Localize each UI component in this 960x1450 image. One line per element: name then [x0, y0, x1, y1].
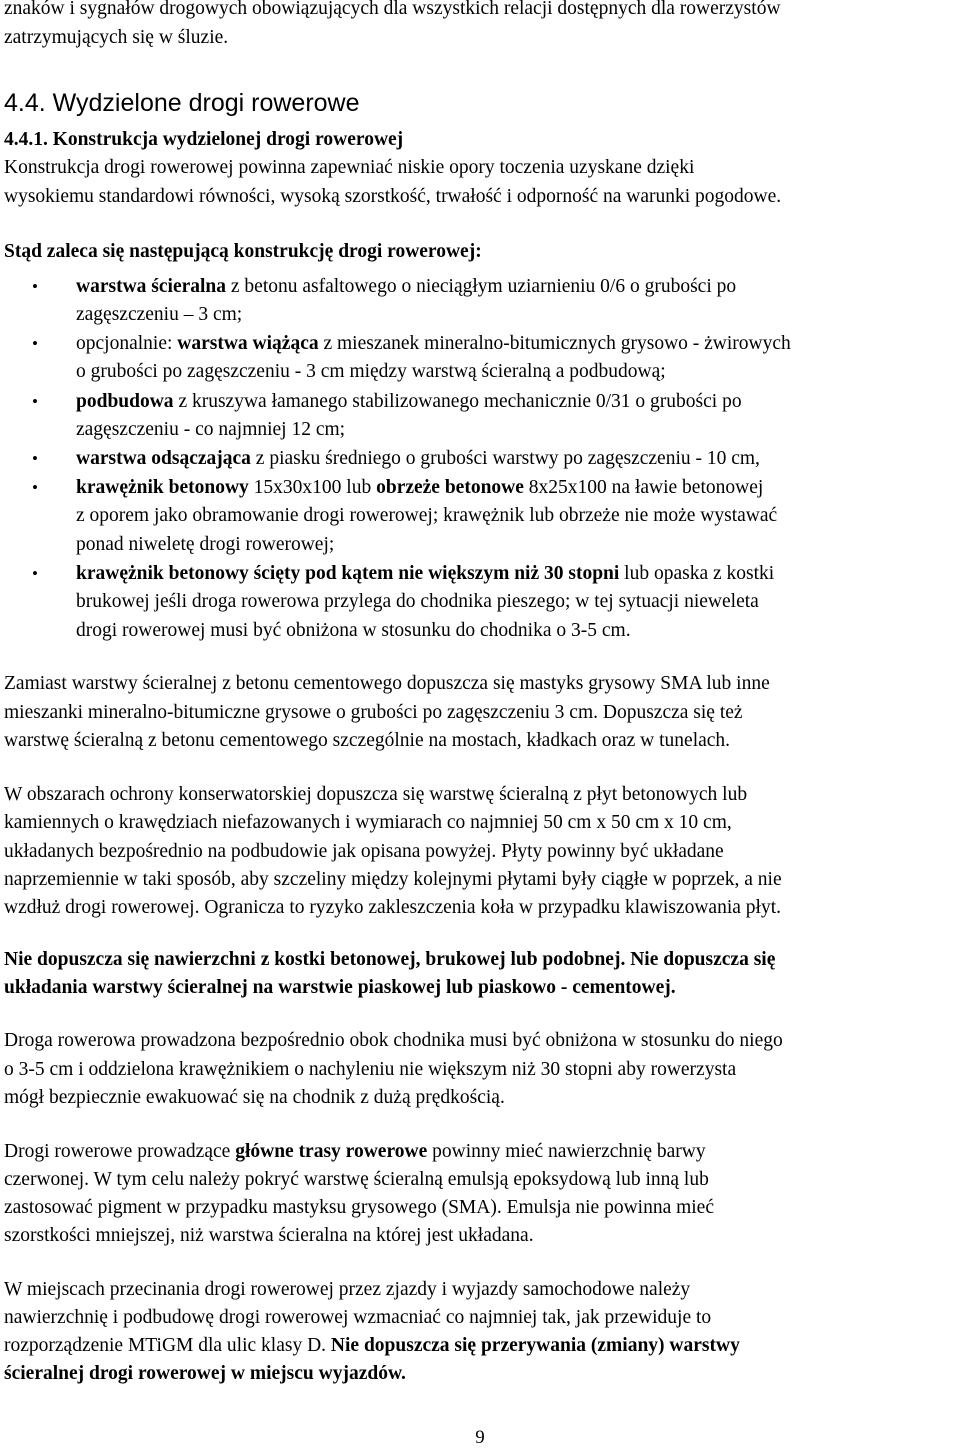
text-line: znaków i sygnałów drogowych obowiązujących dla wszystkich relacji dostępnych dla rowerzystów: [4, 0, 781, 19]
text-line: z oporem jako obramowanie drogi rowerowej; krawężnik lub obrzeże nie może wystawać: [76, 505, 778, 526]
text-line: wysokiemu standardowi równości, wysoką szorstkość, trwałość i odporność na warunki pogodowe.: [4, 186, 782, 207]
text-line: zagęszczeniu – 3 cm;: [76, 304, 243, 325]
text-line: W miejscach przecinania drogi rowerowej przez zjazdy i wyjazdy samochodowe należy: [4, 1279, 691, 1300]
list-item: [76, 390, 742, 414]
list-item: [76, 562, 774, 586]
text-run: Drogi rowerowe prowadzące: [4, 1141, 236, 1162]
text-line: o 3-5 cm i oddzielona krawężnikiem o nachyleniu nie większym niż 30 stopni aby rowerzysta: [4, 1059, 737, 1080]
bullet-icon: •: [32, 449, 38, 468]
text-line: brukowej jeśli droga rowerowa przylega do chodnika pieszego; w tej sytuacji nieweleta: [76, 591, 759, 612]
text-run: 8x25x100 na ławie betonowej: [523, 477, 764, 498]
list-item: [76, 332, 791, 356]
bullet-icon: •: [32, 334, 38, 353]
text-run: z betonu asfaltowego o nieciągłym uziarnieniu 0/6 o grubości po: [226, 276, 737, 297]
text-line: wzdłuż drogi rowerowej. Ogranicza to ryzyko zakleszczenia koła w przypadku klawiszowania płyt.: [4, 897, 781, 918]
text-line: zatrzymujących się w śluzie.: [4, 27, 229, 48]
bold-term: warstwa ścieralna: [76, 276, 227, 297]
text-line: o grubości po zagęszczeniu - 3 cm między warstwą ścieralną a podbudową;: [76, 361, 666, 382]
text-run: lub opaska z kostki: [619, 563, 775, 584]
text-line: mieszanki mineralno-bitumiczne grysowe o grubości po zagęszczeniu 3 cm. Dopuszcza się też: [4, 702, 743, 723]
bullet-icon: •: [32, 277, 38, 296]
bold-term: krawężnik betonowy: [76, 477, 249, 498]
text-run: opcjonalnie:: [76, 333, 178, 354]
text-line: [4, 1140, 706, 1164]
list-item: [76, 447, 760, 471]
text-line: [4, 1334, 740, 1358]
text-run: z mieszanek mineralno-bitumicznych grysowo - żwirowych: [318, 333, 791, 354]
text-line: Zamiast warstwy ścieralnej z betonu cementowego dopuszcza się mastyks grysowy SMA lub inne: [4, 673, 770, 694]
bold-term: główne trasy rowerowe: [235, 1141, 428, 1162]
list-item: [76, 275, 736, 299]
text-line: układanych bezpośrednio na podbudowie jak opisana powyżej. Płyty powinny być układane: [4, 841, 724, 862]
bullet-icon: •: [32, 564, 38, 583]
text-run: 15x30x100 lub: [248, 477, 377, 498]
text-line: warstwę ścieralną z betonu cementowego szczególnie na mostach, kładkach oraz w tunelach.: [4, 730, 731, 751]
text-line: ponad niweletę drogi rowerowej;: [76, 534, 335, 555]
text-line: drogi rowerowej musi być obniżona w stosunku do chodnika o 3-5 cm.: [76, 620, 631, 641]
text-line: Konstrukcja drogi rowerowej powinna zapewniać niskie opory toczenia uzyskane dzięki: [4, 157, 695, 178]
bold-term: Nie dopuszcza się przerywania (zmiany) warstwy: [330, 1335, 740, 1356]
bold-term: obrzeże betonowe: [376, 477, 524, 498]
list-intro: Stąd zaleca się następującą konstrukcję drogi rowerowej:: [4, 241, 482, 262]
bold-term: podbudowa: [76, 391, 174, 412]
list-item: [76, 476, 763, 500]
page-number: 9: [475, 1427, 485, 1448]
text-line: czerwonej. W tym celu należy pokryć warstwę ścieralną emulsją epoksydową lub inną lub: [4, 1169, 709, 1190]
text-line: zastosować pigment w przypadku mastyksu grysowego (SMA). Emulsja nie powinna mieć: [4, 1197, 714, 1218]
text-run: rozporządzenie MTiGM dla ulic klasy D.: [4, 1335, 331, 1356]
bold-term: warstwa wiążąca: [177, 333, 319, 354]
text-run: z piasku średniego o grubości warstwy po zagęszczeniu - 10 cm,: [250, 448, 760, 469]
subsection-heading: 4.4.1. Konstrukcja wydzielonej drogi rowerowej: [4, 129, 404, 150]
text-line: szorstkości mniejszej, niż warstwa ścieralna na której jest układana.: [4, 1225, 534, 1246]
text-line: nawierzchnię i podbudowę drogi rowerowej wzmacniać co najmniej tak, jak przewiduje to: [4, 1307, 712, 1328]
bold-text-line: Nie dopuszcza się nawierzchni z kostki betonowej, brukowej lub podobnej. Nie dopuszcza się: [4, 949, 776, 970]
bold-term: warstwa odsączająca: [76, 448, 251, 469]
bold-text-line: ścieralnej drogi rowerowej w miejscu wyjazdów.: [4, 1363, 406, 1384]
bullet-icon: •: [32, 392, 38, 411]
text-line: kamiennych o krawędziach niefazowanych i wymiarach co najmniej 50 cm x 50 cm x 10 cm,: [4, 812, 732, 833]
section-heading: 4.4. Wydzielone drogi rowerowe: [4, 89, 360, 117]
bold-text-line: układania warstwy ścieralnej na warstwie piaskowej lub piaskowo - cementowej.: [4, 977, 676, 998]
text-line: zagęszczeniu - co najmniej 12 cm;: [76, 419, 346, 440]
text-run: z kruszywa łamanego stabilizowanego mechanicznie 0/31 o grubości po: [173, 391, 742, 412]
bold-term: krawężnik betonowy ścięty pod kątem nie większym niż 30 stopni: [76, 563, 620, 584]
bullet-icon: •: [32, 478, 38, 497]
text-line: naprzemiennie w taki sposób, aby szczeliny między kolejnymi płytami były ciągłe w poprzek, a nie: [4, 869, 782, 890]
text-line: W obszarach ochrony konserwatorskiej dopuszcza się warstwę ścieralną z płyt betonowych lub: [4, 784, 748, 805]
text-line: Droga rowerowa prowadzona bezpośrednio obok chodnika musi być obniżona w stosunku do niego: [4, 1030, 783, 1051]
text-run: powinny mieć nawierzchnię barwy: [427, 1141, 706, 1162]
text-line: mógł bezpiecznie ewakuować się na chodnik z dużą prędkością.: [4, 1087, 505, 1108]
